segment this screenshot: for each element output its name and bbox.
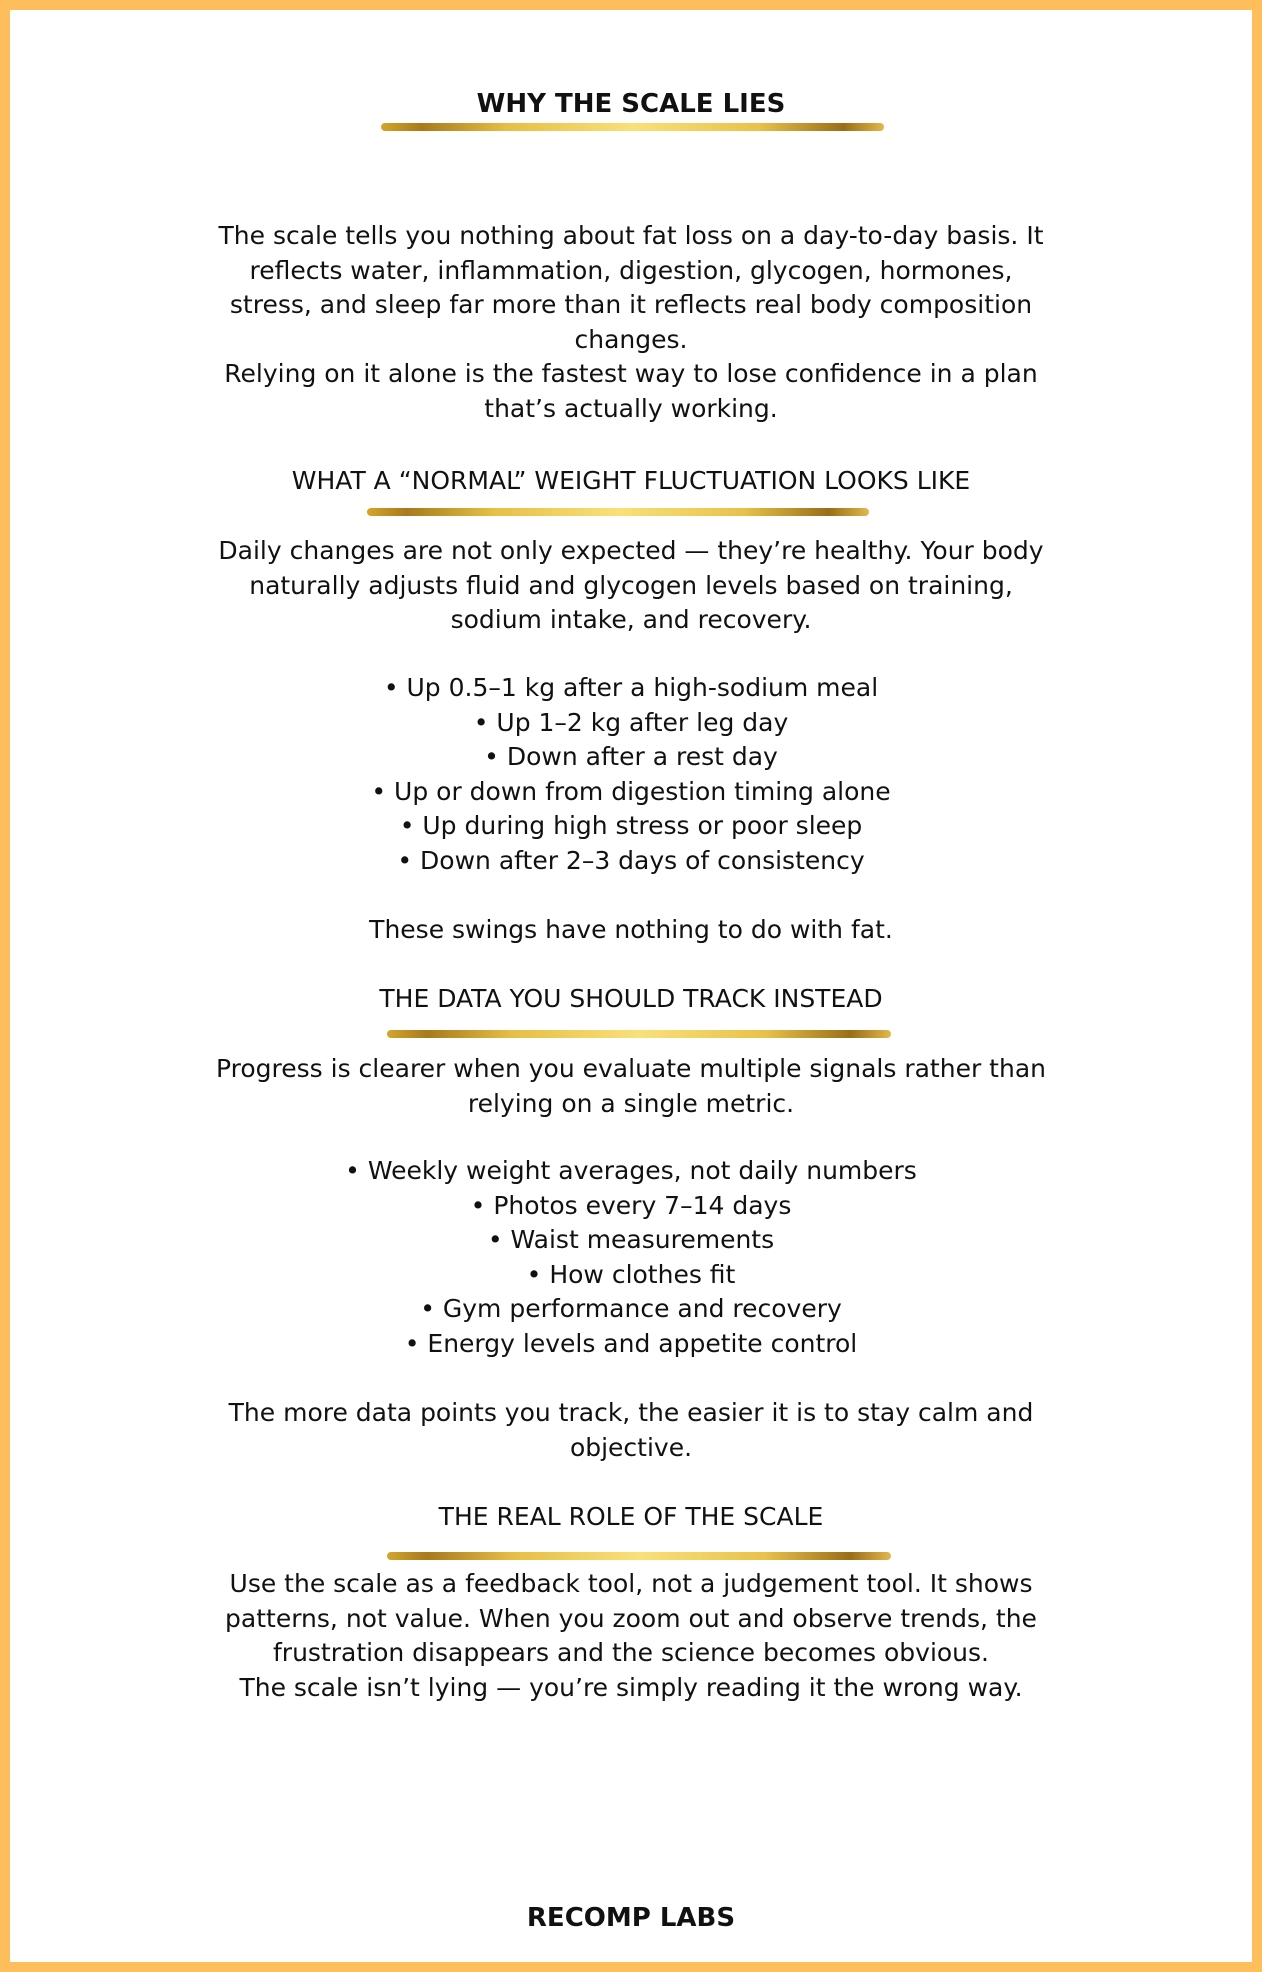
closing-paragraph — [0, 1396, 1262, 1465]
section-heading: THE DATA YOU SHOULD TRACK INSTEAD — [379, 984, 883, 1013]
text-line: The scale isn’t lying — you’re simply reading it the wrong way. — [239, 1672, 1023, 1702]
text-line: changes. — [574, 324, 688, 354]
text-line: objective. — [569, 1432, 693, 1462]
text-line: frustration disappears and the science becomes obvious. — [272, 1638, 989, 1667]
list-item: • Up during high stress or poor sleep — [399, 811, 863, 840]
list-item: • Gym performance and recovery — [420, 1294, 842, 1323]
page-title: WHY THE SCALE LIES — [476, 89, 786, 119]
closing-line: These swings have nothing to do with fat. — [369, 915, 893, 944]
text-line: The scale tells you nothing about fat loss on a day-to-day basis. It — [218, 221, 1044, 250]
text-line: naturally adjusts fluid and glycogen levels based on training, — [249, 570, 1013, 600]
list-item: • Photos every 7–14 days — [470, 1190, 792, 1220]
text-line: relying on a single metric. — [467, 1088, 795, 1118]
list-item: • Energy levels and appetite control — [404, 1328, 858, 1358]
text-line: reflects water, inflammation, digestion, glycogen, hormones, — [249, 255, 1013, 285]
gold-divider — [387, 1552, 891, 1560]
text-line: Progress is clearer when you evaluate multiple signals rather than — [216, 1054, 1046, 1083]
gold-divider — [367, 508, 869, 516]
text-line: Use the scale as a feedback tool, not a judgement tool. It shows — [229, 1569, 1033, 1598]
intro-paragraph — [0, 219, 1262, 426]
section-paragraph — [0, 534, 1262, 638]
text-line: that’s actually working. — [484, 393, 778, 423]
section-paragraph — [0, 1052, 1262, 1121]
text-line: The more data points you track, the easier it is to stay calm and — [228, 1398, 1034, 1427]
bullet-list — [0, 671, 1262, 878]
section-heading: THE REAL ROLE OF THE SCALE — [438, 1502, 824, 1531]
text-line: patterns, not value. When you zoom out and observe trends, the — [225, 1603, 1037, 1633]
text-line: Daily changes are not only expected — they’re healthy. Your body — [218, 536, 1044, 565]
brand-footer: RECOMP LABS — [526, 1903, 736, 1933]
bullet-list — [0, 1154, 1262, 1361]
text-line: sodium intake, and recovery. — [450, 605, 812, 634]
gold-divider — [387, 1030, 891, 1038]
section-paragraph — [0, 1567, 1262, 1705]
list-item: • Down after a rest day — [484, 742, 778, 771]
text-line: Relying on it alone is the fastest way to lose confidence in a plan — [224, 359, 1038, 388]
list-item: • Waist measurements — [487, 1225, 775, 1254]
text-line: stress, and sleep far more than it reflects real body composition — [229, 290, 1033, 319]
section-heading: WHAT A “NORMAL” WEIGHT FLUCTUATION LOOKS LIKE — [291, 466, 971, 495]
gold-divider — [381, 123, 884, 131]
list-item: • Up 0.5–1 kg after a high-sodium meal — [383, 673, 879, 702]
list-item: • Down after 2–3 days of consistency — [397, 845, 865, 875]
list-item: • Up or down from digestion timing alone — [371, 776, 891, 806]
list-item: • How clothes fit — [526, 1259, 736, 1289]
list-item: • Up 1–2 kg after leg day — [473, 707, 789, 737]
list-item: • Weekly weight averages, not daily numbers — [345, 1156, 917, 1185]
